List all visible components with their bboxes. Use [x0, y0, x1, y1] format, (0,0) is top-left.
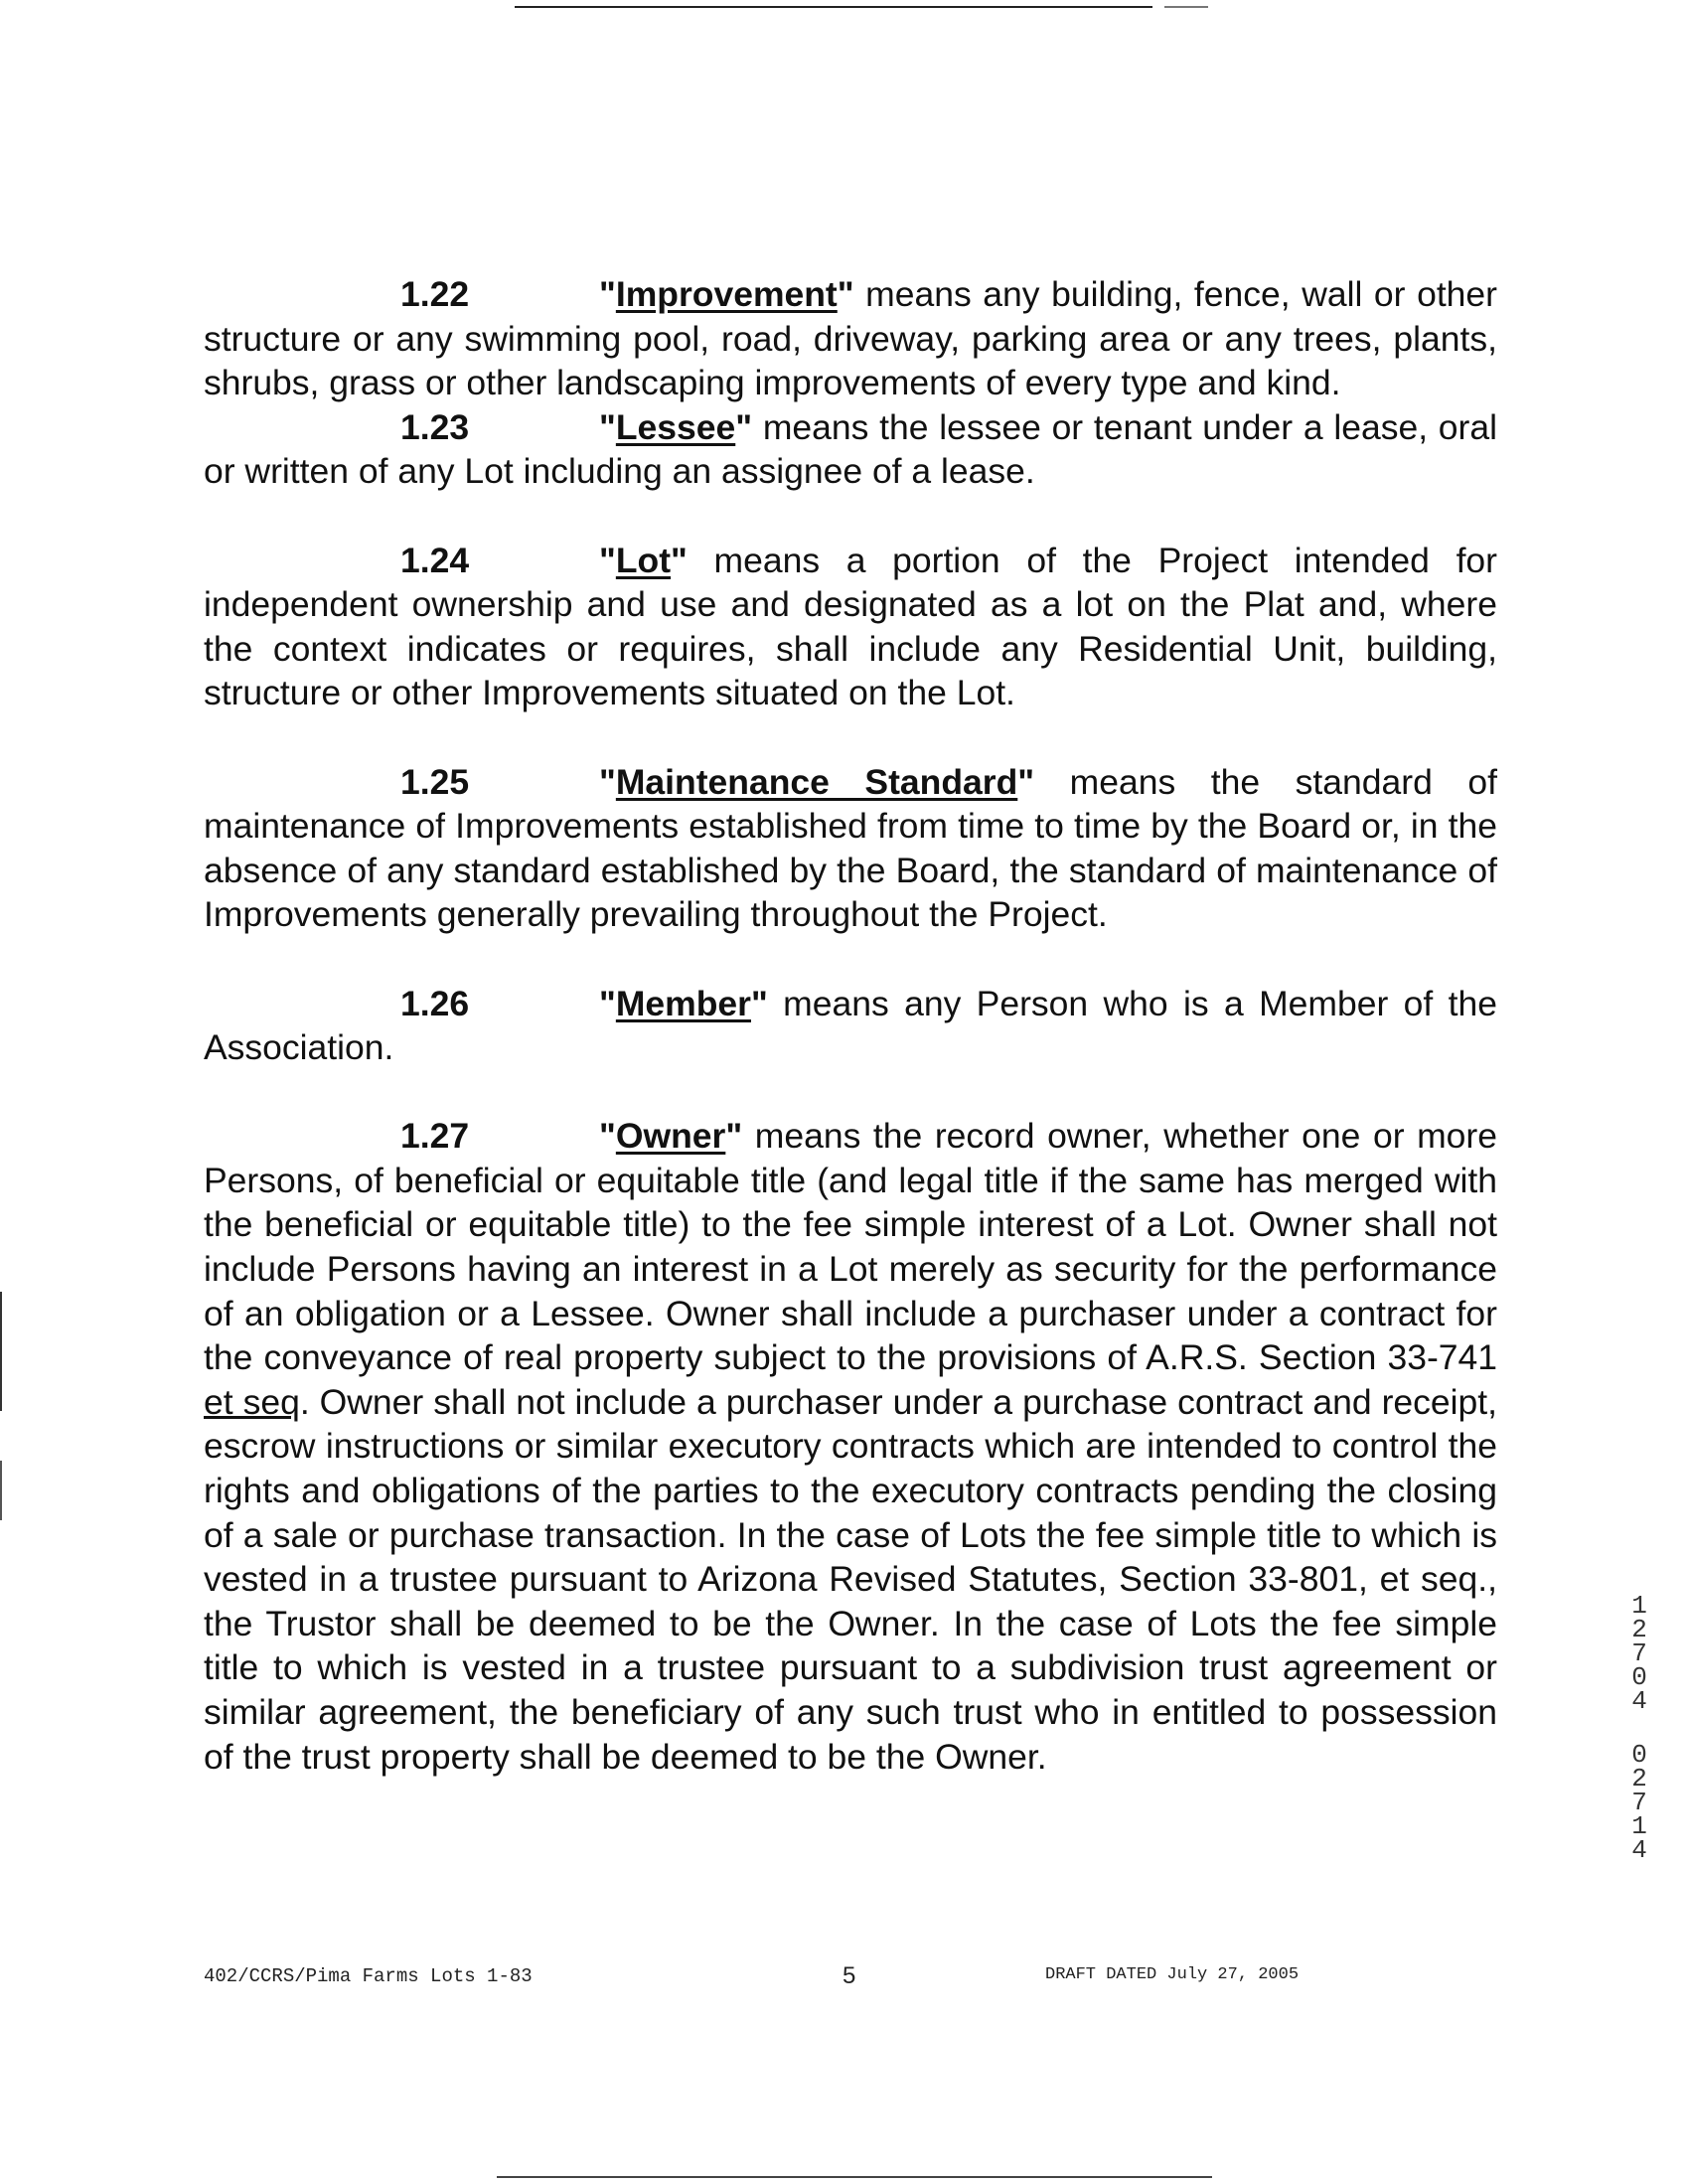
recording-stamp-first: 12704	[1631, 1591, 1647, 1716]
defined-term: "Lessee"	[599, 406, 753, 447]
section-text: means any building, fence, wall or other structure or any swimming pool, road, driveway, parking area or any trees, plants, shrubs, grass or other landscaping improvements of every type and kind.	[204, 274, 1497, 403]
section-text: means any Person who is a Member of the Association.	[204, 983, 1497, 1068]
section-text: means the lessee or tenant under a lease, oral or written of any Lot including an assignee of a lease.	[204, 406, 1497, 492]
defined-term-label: Owner	[615, 1116, 726, 1157]
top-scan-rule-short	[1164, 6, 1208, 8]
defined-term-label: Lot	[615, 540, 672, 580]
defined-term: "Owner"	[599, 1116, 743, 1157]
footer-page-number: 5	[843, 1962, 856, 1989]
defined-term-label: Member	[615, 983, 751, 1023]
section-number: 1.22	[400, 274, 470, 314]
defined-term-label: Improvement	[615, 274, 838, 314]
section-1-25	[204, 760, 1497, 937]
top-scan-rule	[515, 6, 1152, 8]
left-scan-mark-lower	[0, 1461, 2, 1520]
defined-term: "Improvement"	[599, 274, 854, 314]
et-seq-underlined: et seq	[204, 1381, 300, 1422]
section-1-27	[204, 1114, 1497, 1779]
section-text: means the standard of maintenance of Improvements established from time to time by the Board or, in the absence of any standard established by the Board, the standard of maintenance of Improvements generally prevailing throughout the Project.	[204, 761, 1497, 935]
section-1-26	[204, 982, 1497, 1070]
section-1-24	[204, 539, 1497, 715]
section-number: 1.24	[400, 540, 470, 580]
section-text: means the record owner, whether one or more Persons, of beneficial or equitable title (and legal title if the same has merged with the beneficial or equitable title) to the fee simple interest of a Lot. Owner shall not include Persons having an interest in a Lot merely as security for the performance of an obligation or a Lessee. Owner shall include a purchaser under a contract for the conveyance of real property subject to the provisions of A.R.S. Section 33-741	[204, 1116, 1497, 1378]
left-scan-mark	[0, 1292, 2, 1411]
section-number: 1.26	[400, 983, 470, 1023]
section-text: means a portion of the Project intended for independent ownership and use and designated as a lot on the Plat and, where the context indicates or requires, shall include any Residential Unit, building, structure or other Improvements situated on the Lot.	[204, 540, 1497, 713]
section-1-22	[204, 272, 1497, 405]
defined-term: "Maintenance Standard"	[599, 761, 1035, 802]
footer-draft-date: DRAFT DATED July 27, 2005	[1045, 1965, 1300, 1984]
defined-term: "Lot"	[599, 540, 688, 580]
recording-stamp	[1627, 1591, 1651, 1865]
section-1-23	[204, 405, 1497, 494]
defined-term: "Member"	[599, 983, 768, 1023]
recording-stamp-second: 02714	[1631, 1740, 1647, 1865]
section-number: 1.23	[400, 406, 470, 447]
defined-term-label: Lessee	[615, 406, 736, 447]
document-body	[204, 272, 1497, 1779]
section-number: 1.27	[400, 1116, 470, 1157]
bottom-scan-rule	[497, 2176, 1212, 2178]
section-number: 1.25	[400, 761, 470, 802]
defined-term-label: Maintenance Standard	[615, 761, 1018, 802]
section-text-continued: . Owner shall not include a purchaser under a purchase contract and receipt, escrow instructions or similar executory contracts which are intended to control the rights and obligations of the parties to the executory contracts pending the closing of a sale or purchase transaction. In the case of Lots the fee simple title to which is vested in a trustee pursuant to Arizona Revised Statutes, Section 33-801, et seq., the Trustor shall be deemed to be the Owner. In the case of Lots the fee simple title to which is vested in a trustee pursuant to a subdivision trust agreement or similar agreement, the beneficiary of any such trust who in entitled to possession of the trust property shall be deemed to be the Owner.	[204, 1381, 1497, 1777]
footer-document-ref: 402/CCRS/Pima Farms Lots 1-83	[204, 1965, 533, 1987]
